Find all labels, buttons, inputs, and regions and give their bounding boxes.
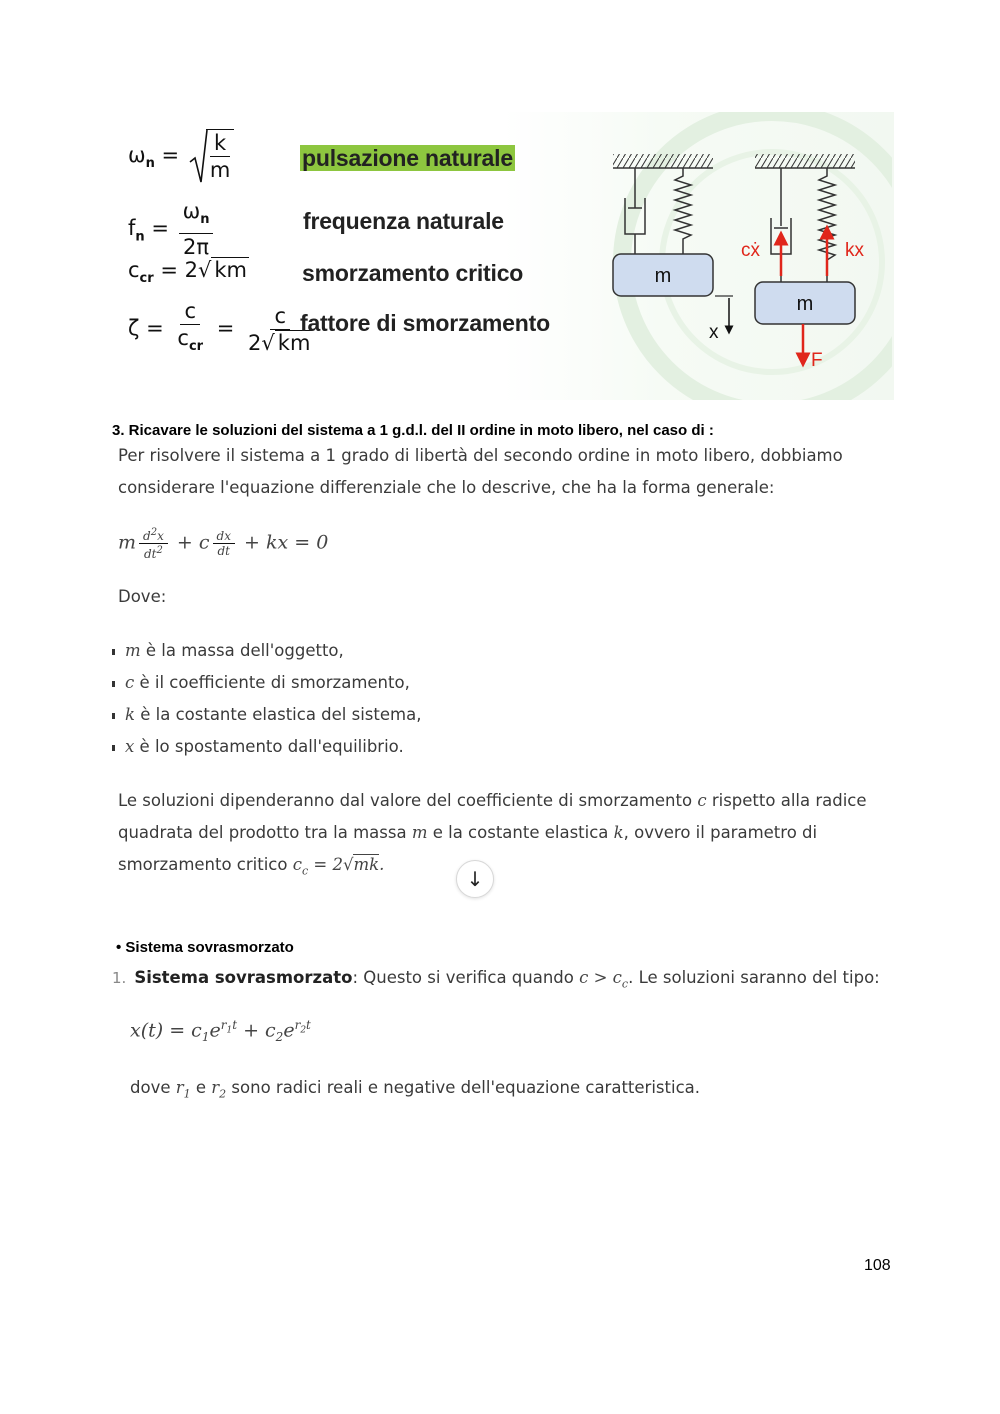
ceiling-right (755, 154, 855, 168)
label-fattore-di-smorzamento: fattore di smorzamento (300, 310, 550, 336)
page-number: 108 (864, 1257, 891, 1274)
label-frequenza-naturale: frequenza naturale (303, 208, 504, 234)
solutions-line-3: smorzamento critico $c_c = 2√mk$. (118, 855, 385, 878)
label-pulsazione-naturale: pulsazione naturale (302, 145, 513, 171)
sqrt-sign (188, 128, 208, 184)
mass-label-left: m (654, 265, 672, 287)
list-item: k è la costante elastica del sistema, (112, 705, 421, 724)
x-label: x (709, 322, 719, 343)
scroll-down-button[interactable] (456, 860, 494, 898)
damper-force-label: cẋ (741, 240, 760, 261)
formula-omega-n: $\omega_n$ = $\frac{k}{m}$ (128, 128, 237, 184)
spring-left (675, 168, 691, 254)
question-title: 3. Ricavare le soluzioni del sistema a 1 g.d.l. del II ordine in moto libero, nel caso di : (112, 422, 714, 439)
mass-spring-damper-diagram (605, 148, 895, 373)
differential-equation: m $\frac{d^2x}{dt^2}$ + c $\frac{dx}{dt}$ + kx = 0 (118, 527, 329, 561)
intro-line-2: considerare l'equazione differenziale che lo descrive, che ha la forma generale: (118, 478, 775, 497)
intro-line-1: Per risolvere il sistema a 1 grado di libertà del secondo ordine in moto libero, dobbiamo (118, 446, 843, 465)
bullet-icon (112, 713, 115, 719)
formula-c-cr: $c_{cr} = 2√$ km (128, 258, 248, 287)
dove-label: Dove: (118, 587, 167, 606)
bullet-icon (112, 745, 115, 751)
list-item: c è il coefficiente di smorzamento, (112, 673, 410, 692)
section-title: • Sistema sovrasmorzato (116, 939, 294, 956)
solutions-line-1: Le soluzioni dipenderanno dal valore del coefficiente di smorzamento c rispetto alla radice (118, 791, 867, 810)
overdamped-solution-equation: $x(t) = c_1e^{r_1t} + c_2e^{r_2t}$ (130, 1018, 311, 1045)
bullet-icon (112, 681, 115, 687)
solutions-line-2: quadrata del prodotto tra la massa m e la costante elastica k, ovvero il parametro di (118, 823, 818, 842)
mass-label-right: m (796, 293, 814, 315)
label-smorzamento-critico: smorzamento critico (302, 260, 524, 286)
arrow-down-icon: ↓ (466, 867, 484, 891)
formula-f-n: $f_n$ = $\frac{\omega_n}{2\pi}$ (128, 198, 216, 260)
list-item: m è la massa dell'oggetto, (112, 641, 344, 660)
overdamped-line: 1. Sistema sovrasmorzato: Questo si verifica quando $c > c_c$. Le soluzioni saranno del tipo: (112, 968, 880, 991)
formula-zeta: ζ = $\frac{c}{c_{cr}}$ = $\frac{c}{2√ km}$ (128, 299, 311, 355)
overdamped-where-line: dove $r_1$ e $r_2$ sono radici reali e negative dell'equazione caratteristica. (130, 1078, 700, 1101)
spring-force-label: kx (845, 240, 864, 261)
ceiling-left (613, 154, 713, 168)
list-item: x è lo spostamento dall'equilibrio. (112, 737, 404, 756)
bullet-icon (112, 649, 115, 655)
applied-force-label: F (811, 350, 823, 371)
